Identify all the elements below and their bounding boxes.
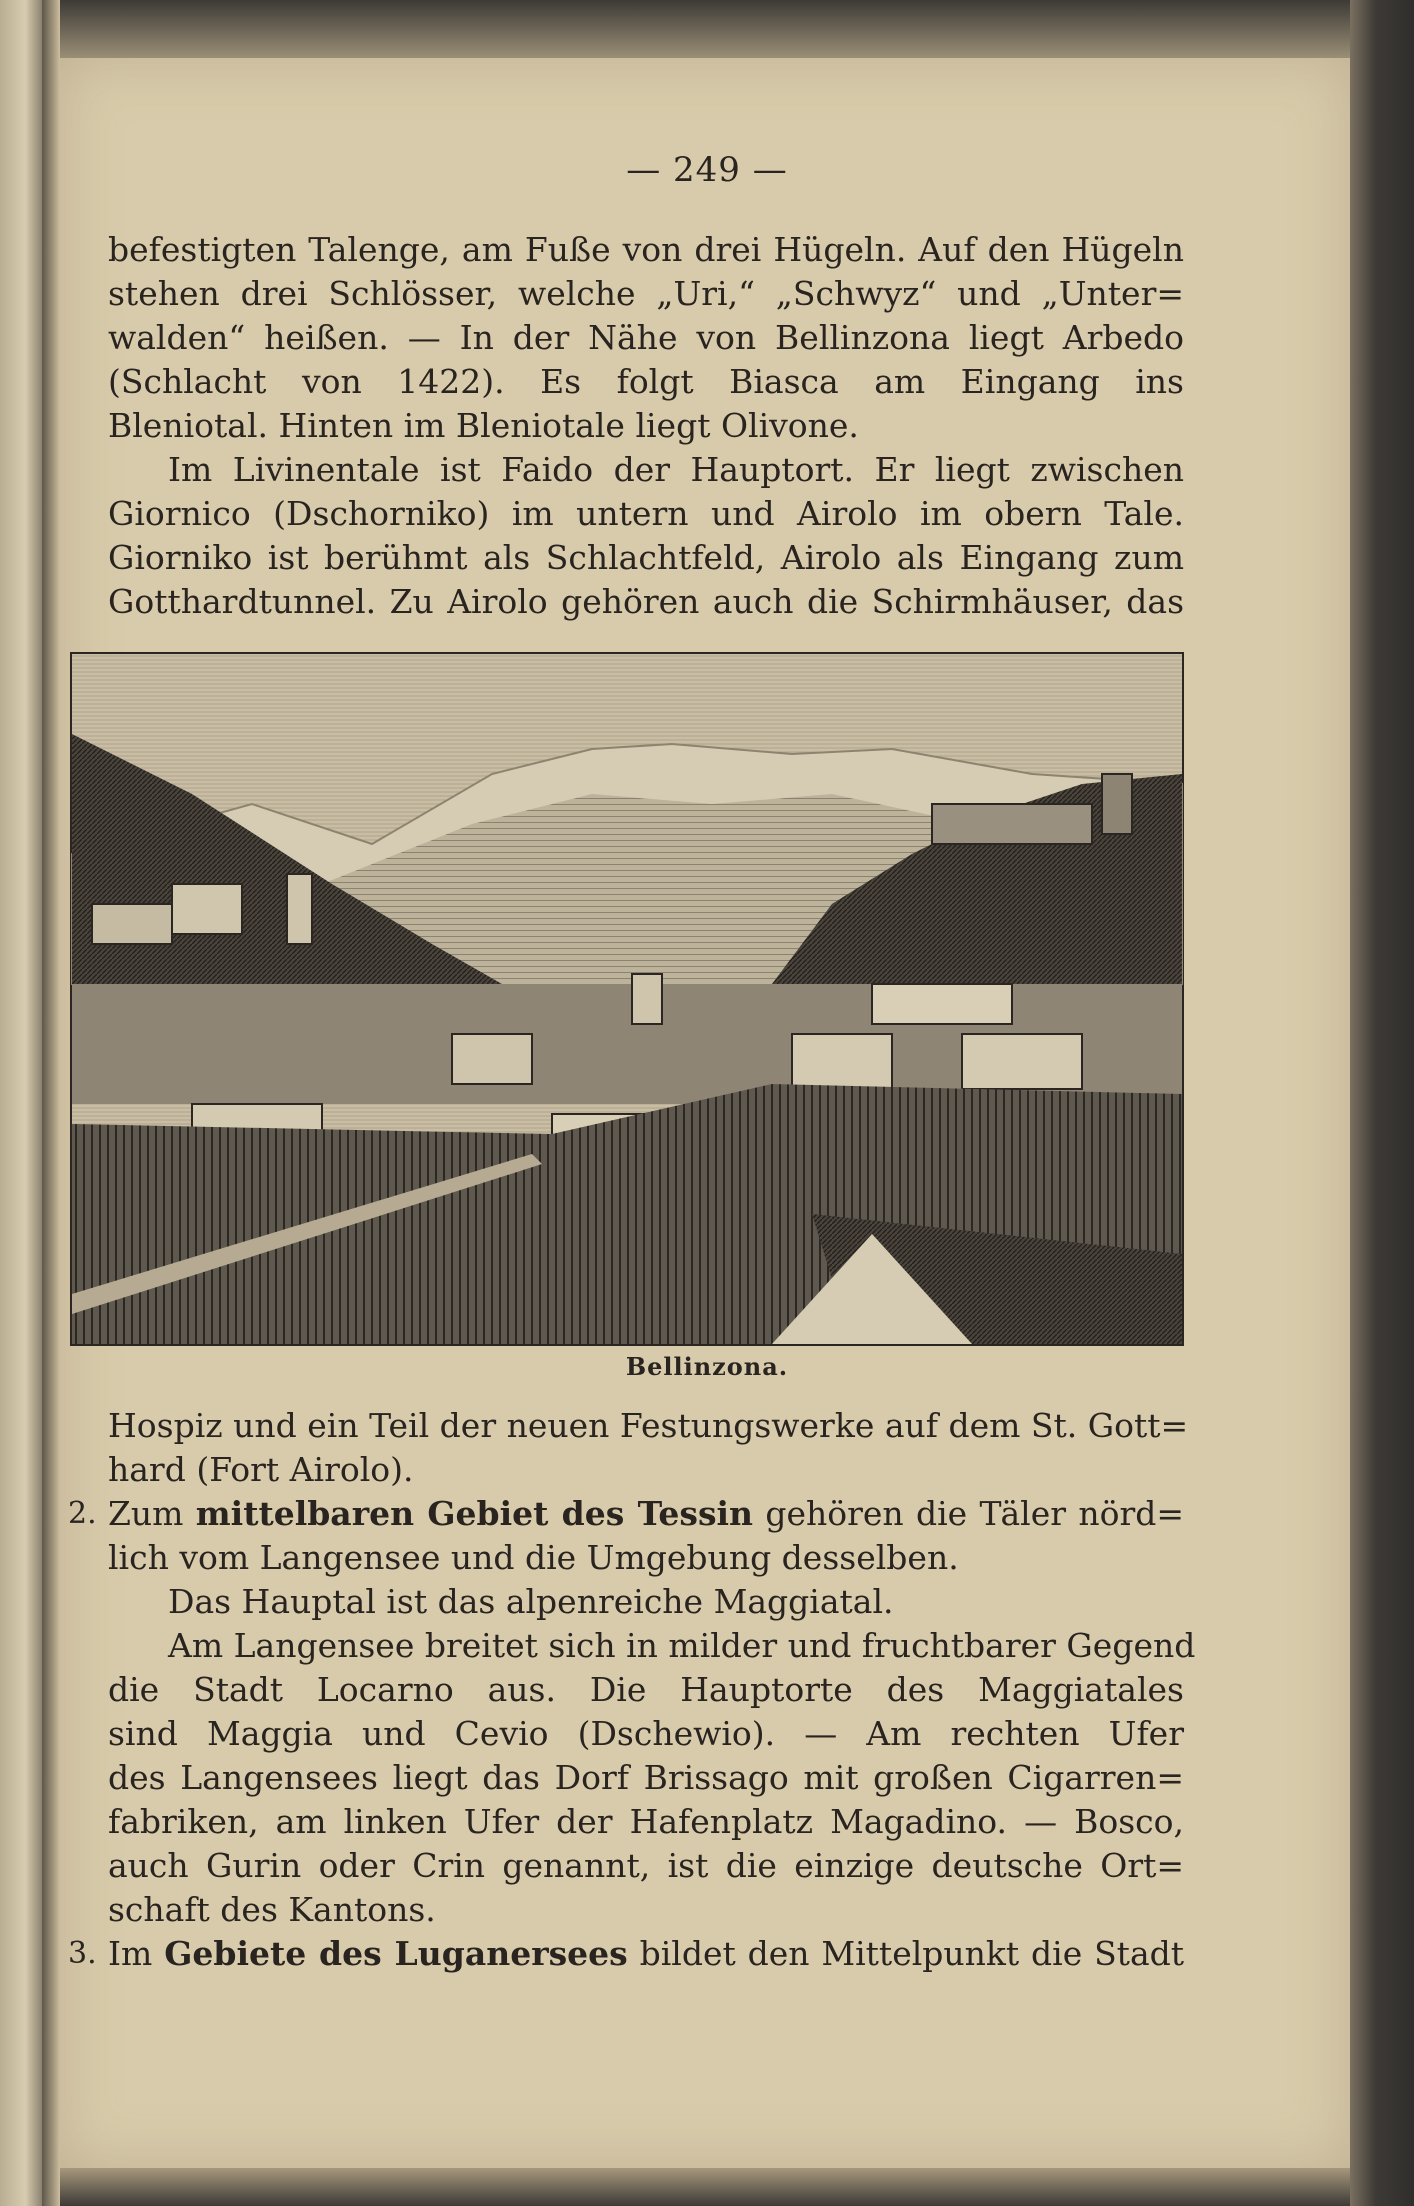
text-line: Giornico (Dschorniko) im untern und Airolo im obern Tale. (108, 494, 1184, 533)
text-line: Hospiz und ein Teil der neuen Festungswerke auf dem St. Gott= (108, 1406, 1189, 1445)
text-line: auch Gurin oder Crin genannt, ist die einzige deutsche Ort= (108, 1846, 1184, 1885)
item-number: 3. (68, 1936, 97, 1971)
bellinzona-engraving (70, 652, 1184, 1346)
text-line: fabriken, am linken Ufer der Hafenplatz Magadino. — Bosco, (108, 1802, 1184, 1841)
text-span: Im (108, 1934, 165, 1973)
text-line: sind Maggia und Cevio (Dschewio). — Am rechten Ufer (108, 1714, 1184, 1753)
text-line: Das Hauptal ist das alpenreiche Maggiatal. (168, 1582, 894, 1621)
bold-heading: mittelbaren Gebiet des Tessin (195, 1494, 754, 1533)
text-line: hard (Fort Airolo). (108, 1450, 414, 1489)
text-line: des Langensees liegt das Dorf Brissago mit großen Cigarren= (108, 1758, 1184, 1797)
text-line: stehen drei Schlösser, welche „Uri,“ „Schwyz“ und „Unter= (108, 274, 1184, 313)
text-line: walden“ heißen. — In der Nähe von Bellinzona liegt Arbedo (108, 318, 1184, 357)
item-number: 2. (68, 1496, 97, 1531)
text-line: Bleniotal. Hinten im Bleniotale liegt Olivone. (108, 406, 859, 445)
text-line: Im Livinentale ist Faido der Hauptort. Er liegt zwischen (168, 450, 1184, 489)
page-number: — 249 — (626, 150, 788, 190)
text-top (108, 228, 1184, 624)
text-span: Zum (108, 1494, 196, 1533)
scan-bottom-edge (60, 2168, 1350, 2206)
text-span: bildet den Mittelpunkt die Stadt (627, 1934, 1185, 1973)
numbered-paragraph-3 (68, 1932, 1185, 1976)
numbered-paragraph-2 (68, 1492, 1184, 1536)
text-line: lich vom Langensee und die Umgebung desselben. (108, 1538, 959, 1577)
scan-right-edge (1350, 0, 1414, 2206)
text-bottom (68, 1404, 1196, 1976)
text-line: die Stadt Locarno aus. Die Hauptorte des Maggiatales (108, 1670, 1184, 1709)
text-line: befestigten Talenge, am Fuße von drei Hügeln. Auf den Hügeln (108, 230, 1184, 269)
scan-top-edge (60, 0, 1350, 58)
figure-caption: Bellinzona. (625, 1352, 789, 1381)
book-gutter (42, 0, 60, 2206)
text-line: Giorniko ist berühmt als Schlachtfeld, Airolo als Eingang zum (108, 538, 1184, 577)
text-span: gehören die Täler nörd= (753, 1494, 1184, 1533)
left-page-edge (0, 0, 42, 2206)
text-line: Am Langensee breitet sich in milder und fruchtbarer Gegend (168, 1626, 1196, 1665)
text-line: (Schlacht von 1422). Es folgt Biasca am Eingang ins (108, 362, 1184, 401)
text-line: Gotthardtunnel. Zu Airolo gehören auch die Schirmhäuser, das (108, 582, 1184, 621)
bold-heading: Gebiete des Luganersees (164, 1934, 628, 1973)
text-line: schaft des Kantons. (108, 1890, 436, 1929)
